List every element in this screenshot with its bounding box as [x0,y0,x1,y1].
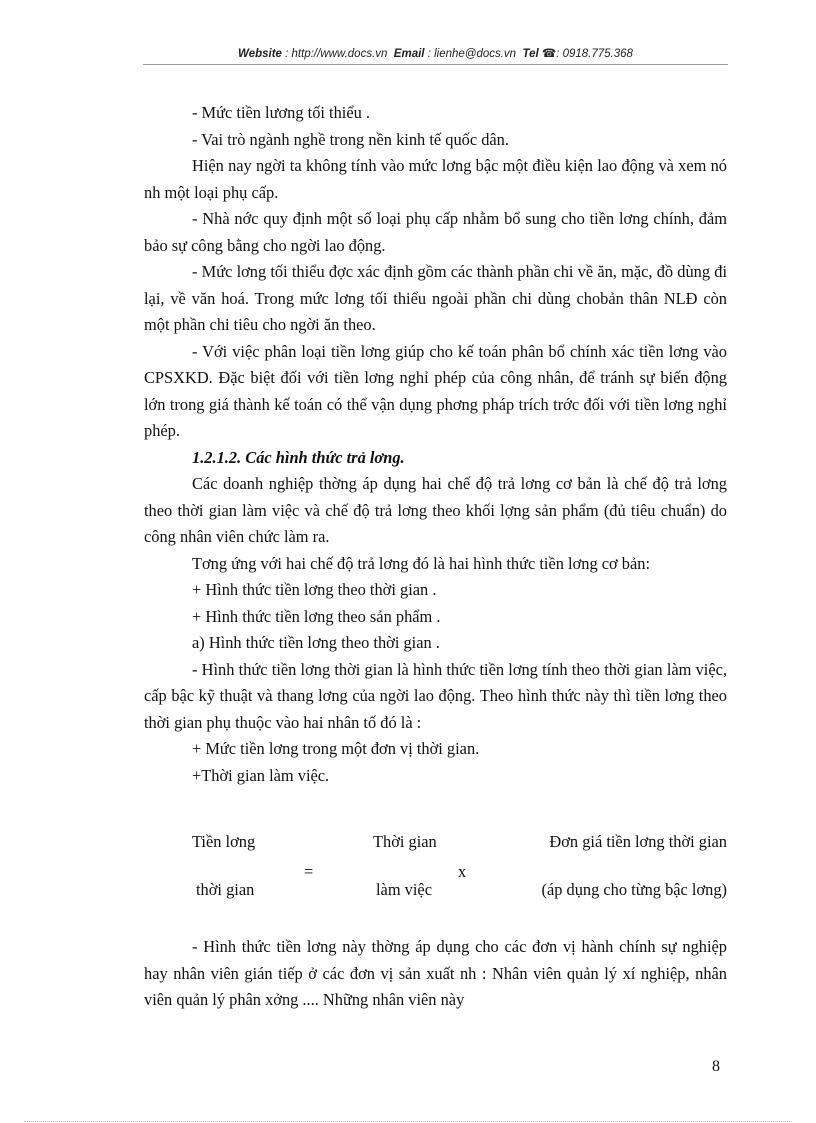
salary-formula [144,832,727,914]
paragraph: Hiện nay ngời ta không tính vào mức lơng bậc một điều kiện lao động và xem nó nh một loại phụ cấp. [144,156,727,202]
subheading: a) Hình thức tiền lơng theo thời gian . [192,633,440,652]
formula-term-time: Thời gian [373,832,437,851]
page-body-continued [144,934,727,1014]
paragraph: - Với việc phân loại tiền lơng giúp cho kế toán phân bổ chính xác tiền lơng vào CPSXKD. Đặc biệt đối với tiền lơng nghỉ phép của công nhân, để tránh sự biến động lớn trong giá thành kế toán có thể vận dụng phơng pháp trích trớc đối với tiền lơng nghỉ phép. [144,341,727,440]
formula-term-wage-sub: thời gian [196,880,255,899]
formula-equals: = [304,862,314,881]
list-item: + Mức tiền lơng trong một đơn vị thời gian. [192,739,480,758]
paragraph: - Nhà nớc quy định một số loại phụ cấp nhằm bổ sung cho tiền lơng chính, đảm bảo sự công bằng cho ngời lao động. [144,209,727,255]
section-heading: 1.2.1.2. Các hình thức trả lơng. [192,447,405,467]
formula-term-wage: Tiền lơng [192,832,256,851]
email-address[interactable]: : lienhe@docs.vn [427,48,517,60]
paragraph: - Mức tiền lương tối thiểu . [192,103,371,122]
page-body [144,100,727,789]
paragraph: - Vai trò ngành nghề trong nền kinh tế quốc dân. [192,129,509,149]
tel-label: Tel [522,48,539,60]
formula-multiply: x [458,862,467,881]
list-item: +Thời gian làm việc. [192,765,330,785]
paragraph: Các doanh nghiệp thờng áp dụng hai chế độ trả lơng cơ bản là chế độ trả lơng theo thời gian làm việc và chế độ trả lơng theo khối lợng sản phẩm (đủ tiêu chuẩn) do công nhân viên chức làm ra. [144,474,727,546]
list-item: + Hình thức tiền lơng theo thời gian . [192,580,437,599]
header-divider [143,64,728,65]
email-label: Email [393,48,425,60]
paragraph: - Hình thức tiền lơng này thờng áp dụng cho các đơn vị hành chính sự nghiệp hay nhân viên gián tiếp ở các đơn vị sản xuất nh : Nhân viên quản lý xí nghiệp, nhân viên quản lý phân xởng .... Những nhân viên này [144,937,727,1009]
page-number: 8 [712,1058,720,1075]
paragraph: - Hình thức tiền lơng thời gian là hình thức tiền lơng tính theo thời gian làm việc, cấp bậc kỹ thuật và thang lơng của ngời lao động. Theo hình thức này thì tiền lơng theo thời gian phụ thuộc vào hai nhân tố đó là : [144,659,727,732]
list-item: + Hình thức tiền lơng theo sản phẩm . [192,606,441,626]
paragraph: - Mức lơng tối thiểu đợc xác định gồm các thành phần chi về ăn, mặc, đồ dùng đi lại, về văn hoá. Trong mức lơng tối thiểu ngoài phần chi dùng chobản thân NLĐ còn một phần chi tiêu cho ngời ăn theo. [144,262,727,334]
formula-term-time-sub: làm việc [376,880,432,899]
tel-number: ☎: 0918.775.368 [541,48,633,60]
website-url[interactable]: : http://www.docs.vn [285,48,388,60]
page-header [143,46,728,60]
website-label: Website [238,48,282,60]
footer-divider [24,1121,792,1122]
paragraph: Tơng ứng với hai chế độ trả lơng đó là hai hình thức tiền lơng cơ bản: [192,553,651,573]
formula-term-rate: Đơn giá tiền lơng thời gian [549,832,727,851]
formula-term-rate-sub: (áp dụng cho từng bậc lơng) [541,880,727,899]
